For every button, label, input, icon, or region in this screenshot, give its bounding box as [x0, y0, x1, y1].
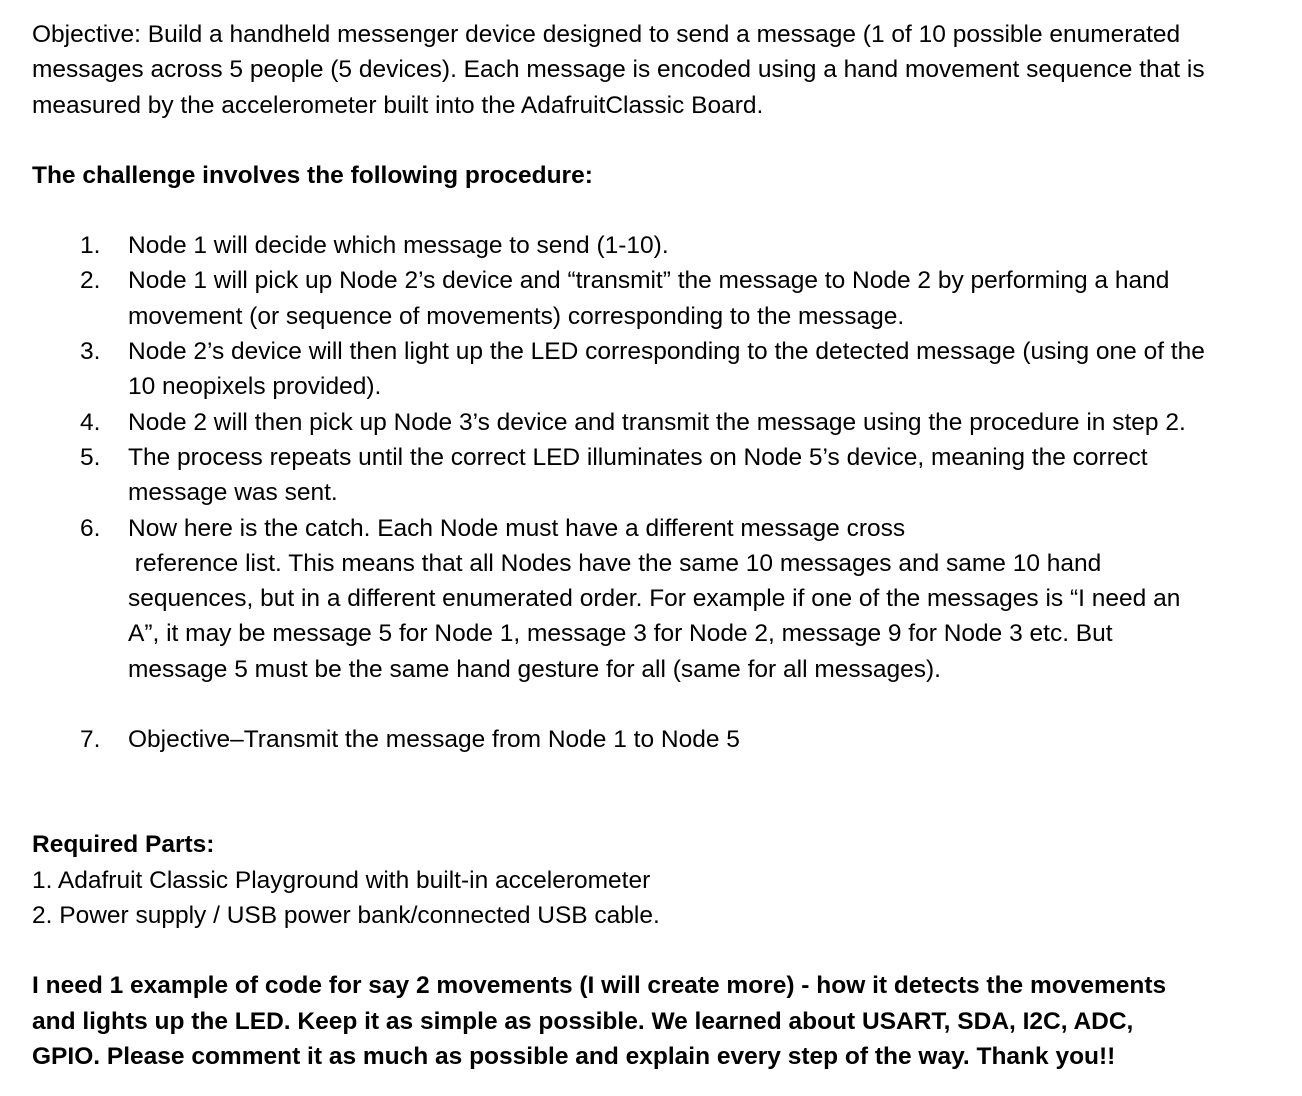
step-number: 2. [80, 267, 101, 295]
objective-paragraph [32, 17, 1282, 123]
objective-line: measured by the accelerometer built into the AdafruitClassic Board. [32, 91, 764, 119]
parts-item: 1. Adafruit Classic Playground with built-in accelerometer [32, 866, 651, 894]
procedure-step [32, 440, 1282, 511]
step-text: message 5 must be the same hand gesture for all (same for all messages). [128, 655, 941, 683]
request-line: I need 1 example of code for say 2 movements (I will create more) - how it detects the movements [32, 972, 1167, 1000]
step-number: 1. [80, 232, 101, 260]
step-text: sequences, but in a different enumerated order. For example if one of the messages is “I need an [128, 585, 1181, 613]
step-text: Now here is the catch. Each Node must have a different message cross [128, 514, 906, 542]
procedure-step [32, 263, 1282, 334]
request-line: GPIO. Please comment it as much as possible and explain every step of the way. Thank you!! [32, 1042, 1116, 1070]
procedure-step [32, 228, 1282, 263]
step-number: 5. [80, 443, 101, 471]
procedure-step [32, 722, 1282, 757]
procedure-step [32, 405, 1282, 440]
document [32, 17, 1282, 1074]
step-text: Node 1 will pick up Node 2’s device and “transmit” the message to Node 2 by performing a hand [128, 267, 1170, 295]
step-text: Objective–Transmit the message from Node 1 to Node 5 [128, 726, 740, 754]
required-parts [32, 827, 1282, 933]
objective-line: Objective: Build a handheld messenger device designed to send a message (1 of 10 possible enumerated [32, 21, 1181, 48]
step-number: 7. [80, 726, 101, 754]
step-text: reference list. This means that all Nodes have the same 10 messages and same 10 hand [128, 549, 1102, 577]
step-text: A”, it may be message 5 for Node 1, message 3 for Node 2, message 9 for Node 3 etc. But [128, 620, 1113, 648]
step-text: 10 neopixels provided). [128, 373, 382, 401]
challenge-heading: The challenge involves the following procedure: [32, 161, 593, 189]
step-text: message was sent. [128, 479, 338, 507]
step-text: Node 2 will then pick up Node 3’s device and transmit the message using the procedure in step 2. [128, 408, 1186, 436]
step-number: 4. [80, 408, 101, 436]
step-text: Node 2’s device will then light up the LED corresponding to the detected message (using one of the [128, 338, 1205, 366]
step-text: Node 1 will decide which message to send (1-10). [128, 232, 669, 260]
step-number: 6. [80, 514, 101, 542]
parts-item: 2. Power supply / USB power bank/connected USB cable. [32, 901, 660, 929]
code-request-paragraph [32, 968, 1282, 1074]
parts-heading: Required Parts: [32, 831, 215, 859]
step-text: The process repeats until the correct LED illuminates on Node 5’s device, meaning the correct [128, 443, 1148, 471]
procedure-list [32, 228, 1282, 687]
objective-line: messages across 5 people (5 devices). Each message is encoded using a hand movement sequence that is [32, 56, 1205, 84]
step-number: 3. [80, 338, 101, 366]
procedure-step [32, 334, 1282, 405]
procedure-list-final [32, 722, 1282, 757]
step-text: movement (or sequence of movements) corresponding to the message. [128, 302, 905, 330]
request-line: and lights up the LED. Keep it as simple as possible. We learned about USART, SDA, I2C, ADC, [32, 1007, 1134, 1035]
procedure-step [32, 511, 1282, 687]
